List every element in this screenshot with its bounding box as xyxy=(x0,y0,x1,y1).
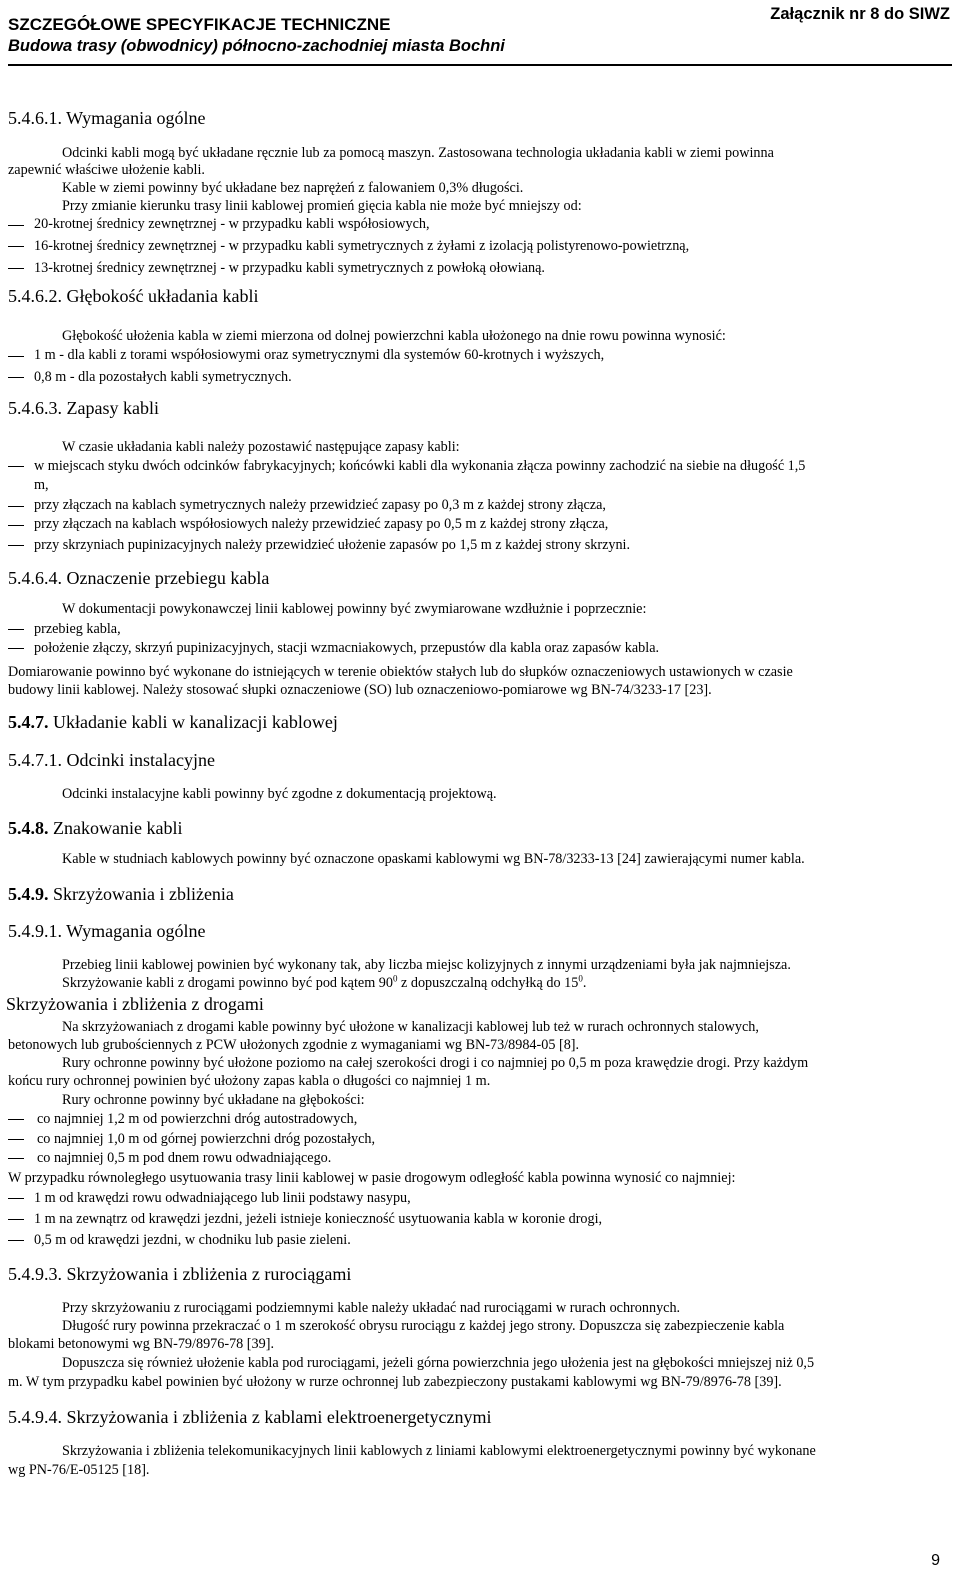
page-header xyxy=(0,0,960,66)
attachment-label: Załącznik nr 8 do SIWZ xyxy=(770,5,950,23)
heading-5-4-6-4: 5.4.6.4. Oznaczenie przebiegu kabla xyxy=(8,568,270,588)
dash-bullet xyxy=(8,525,24,526)
paragraph-line: budowy linii kablowej. Należy stosować słupki oznaczeniowe (SO) lub oznaczeniowo-pomiarowe wg BN-74/3233-17 [23]. xyxy=(8,682,712,698)
paragraph-line: wg PN-76/E-05125 [18]. xyxy=(8,1462,150,1478)
list-item: 13-krotnej średnicy zewnętrznej - w przypadku kabli symetrycznych z powłoką ołowianą. xyxy=(34,260,545,276)
paragraph-line: Odcinki instalacyjne kabli powinny być zgodne z dokumentacją projektową. xyxy=(62,786,497,802)
heading-5-4-6-3: 5.4.6.3. Zapasy kabli xyxy=(8,398,159,418)
list-item: przy złączach na kablach współosiowych należy przewidzieć zapasy po 0,5 m z każdej strony złącza, xyxy=(34,516,609,532)
list-item-continuation: m, xyxy=(34,477,49,493)
paragraph-line: Dopuszcza się również ułożenie kabla pod rurociągami, jeżeli górna powierzchnia jego ułożenia jest na głębokości mniejszej niż 0,5 xyxy=(62,1355,815,1371)
document-title: SZCZEGÓŁOWE SPECYFIKACJE TECHNICZNE xyxy=(8,15,391,34)
list-item: 1 m - dla kabli z torami współosiowymi oraz symetrycznymi dla systemów 60-krotnych i wyższych, xyxy=(34,347,605,363)
paragraph-line: Na skrzyżowaniach z drogami kable powinny być ułożone w kanalizacji kablowej lub też w rurach ochronnych stalowych, xyxy=(62,1019,759,1035)
paragraph-line: W czasie układania kabli należy pozostawić następujące zapasy kabli: xyxy=(62,439,460,455)
document-subtitle: Budowa trasy (obwodnicy) północno-zachodniej miasta Bochni xyxy=(8,37,505,55)
list-item: 20-krotnej średnicy zewnętrznej - w przypadku kabli współosiowych, xyxy=(34,216,430,232)
paragraph-line: m. W tym przypadku kabel powinien być ułożony w rurze ochronnej lub zabezpieczony pustakami kablowymi wg BN-79/8976-78 [39]. xyxy=(8,1374,782,1390)
section-title: Skrzyżowania i zbliżenia xyxy=(53,884,234,904)
heading-5-4-9-4: 5.4.9.4. Skrzyżowania i zbliżenia z kablami elektroenergetycznymi xyxy=(8,1407,492,1427)
dash-bullet xyxy=(8,545,24,546)
paragraph-line: Przy skrzyżowaniu z rurociągami podziemnymi kable należy układać nad rurociągami w rurach ochronnych. xyxy=(62,1300,681,1316)
paragraph-line: zapewnić właściwe ułożenie kabli. xyxy=(8,162,205,178)
dash-bullet xyxy=(8,246,24,247)
heading-5-4-6-1: 5.4.6.1. Wymagania ogólne xyxy=(8,108,206,128)
heading-5-4-9 xyxy=(8,884,234,905)
paragraph-line: W dokumentacji powykonawczej linii kablowej powinny być zwymiarowane wzdłużnie i poprzecznie: xyxy=(62,601,647,617)
list-item: co najmniej 1,2 m od powierzchni dróg autostradowych, xyxy=(37,1111,358,1127)
paragraph-line: Rury ochronne powinny być ułożone poziomo na całej szerokości drogi i co najmniej po 0,5 m poza krawędzie drogi. Przy każdym xyxy=(62,1055,809,1071)
paragraph-line: Głębokość ułożenia kabla w ziemi mierzona od dolnej powierzchni kabla ułożonego na dnie rowu powinna wynosić: xyxy=(62,328,726,344)
dash-bullet xyxy=(8,1219,24,1220)
heading-5-4-9-1: 5.4.9.1. Wymagania ogólne xyxy=(8,921,206,941)
heading-5-4-6-2: 5.4.6.2. Głębokość układania kabli xyxy=(8,286,259,306)
paragraph-line: Skrzyżowanie kabli z drogami powinno być pod kątem $90^0$ z dopuszczalną odchyłką do $15^0$. xyxy=(62,973,587,991)
list-item: 1 m od krawędzi rowu odwadniającego lub linii podstawy nasypu, xyxy=(34,1190,411,1206)
section-number: 5.4.7. xyxy=(8,712,49,732)
list-item: 16-krotnej średnicy zewnętrznej - w przypadku kabli symetrycznych z żyłami z izolacją polistyrenowo-powietrzną, xyxy=(34,238,690,254)
paragraph-line: betonowych lub grubościennych z PCW ułożonych zgodnie z wymaganiami wg BN-73/8984-05 [8]. xyxy=(8,1037,580,1053)
section-number: 5.4.9. xyxy=(8,884,49,904)
dash-bullet xyxy=(8,1119,24,1120)
dash-bullet xyxy=(8,629,24,630)
dash-bullet xyxy=(8,356,24,357)
dash-bullet xyxy=(8,1139,24,1140)
list-item: położenie złączy, skrzyń pupinizacyjnych, stacji wzmacniakowych, przepustów dla kabla oraz zapasów kabla. xyxy=(34,640,660,656)
dash-bullet xyxy=(8,377,24,378)
heading-5-4-8 xyxy=(8,818,182,839)
heading-5-4-9-3: 5.4.9.3. Skrzyżowania i zbliżenia z rurociągami xyxy=(8,1264,352,1284)
heading-crossings-roads: Skrzyżowania i zbliżenia z drogami xyxy=(6,994,264,1014)
paragraph-line: blokami betonowymi wg BN-79/8976-78 [39]. xyxy=(8,1336,274,1352)
paragraph-line: Kable w studniach kablowych powinny być oznaczone opaskami kablowymi wg BN-78/3233-13 [24] zawierającymi numer kabla. xyxy=(62,851,805,867)
section-number: 5.4.8. xyxy=(8,818,49,838)
list-item: 1 m na zewnątrz od krawędzi jezdni, jeżeli istnieje konieczność usytuowania kabla w koronie drogi, xyxy=(34,1211,603,1227)
heading-5-4-7-1: 5.4.7.1. Odcinki instalacyjne xyxy=(8,750,215,770)
header-divider xyxy=(8,64,952,66)
dash-bullet xyxy=(8,1240,24,1241)
list-item: przebieg kabla, xyxy=(34,621,121,637)
paragraph-line: Skrzyżowania i zbliżenia telekomunikacyjnych linii kablowych z liniami kablowymi elektroenergetycznymi powinny być wykonane xyxy=(62,1443,816,1459)
heading-5-4-7 xyxy=(8,712,338,733)
dash-bullet xyxy=(8,648,24,649)
list-item: 0,8 m - dla pozostałych kabli symetrycznych. xyxy=(34,369,292,385)
paragraph-line: Kable w ziemi powinny być układane bez naprężeń z falowaniem 0,3% długości. xyxy=(62,180,524,196)
dash-bullet xyxy=(8,466,24,467)
paragraph-line: W przypadku równoległego usytuowania trasy linii kablowej w pasie drogowym odległość kabla powinna wynosić co najmniej: xyxy=(8,1170,736,1186)
paragraph-line: Przy zmianie kierunku trasy linii kablowej promień gięcia kabla nie może być mniejszy od: xyxy=(62,198,582,214)
paragraph-line: końcu rury ochronnej powinien być ułożony zapas kabla o długości co najmniej 1 m. xyxy=(8,1073,491,1089)
dash-bullet xyxy=(8,1198,24,1199)
list-item: przy skrzyniach pupinizacyjnych należy przewidzieć ułożenie zapasów po 1,5 m z każdej strony skrzyni. xyxy=(34,537,631,553)
dash-bullet xyxy=(8,1158,24,1159)
list-item: w miejscach styku dwóch odcinków fabrykacyjnych; końcówki kabli dla wykonania złącza powinny zachodzić na siebie na długość 1,5 xyxy=(34,458,806,474)
page-number: 9 xyxy=(931,1552,940,1569)
list-item: co najmniej 0,5 m pod dnem rowu odwadniającego. xyxy=(37,1150,332,1166)
paragraph-line: Domiarowanie powinno być wykonane do istniejących w terenie obiektów stałych lub do słupków oznaczeniowych ustawionych w czasie xyxy=(8,664,793,680)
dash-bullet xyxy=(8,225,24,226)
section-title: Znakowanie kabli xyxy=(53,818,183,838)
paragraph-line: Odcinki kabli mogą być układane ręcznie lub za pomocą maszyn. Zastosowana technologia układania kabli w ziemi powinna xyxy=(62,145,774,161)
list-item: co najmniej 1,0 m od górnej powierzchni dróg pozostałych, xyxy=(37,1131,376,1147)
list-item: 0,5 m od krawędzi jezdni, w chodniku lub pasie zieleni. xyxy=(34,1232,351,1248)
paragraph-line: Rury ochronne powinny być układane na głębokości: xyxy=(62,1092,365,1108)
paragraph-line: Długość rury powinna przekraczać o 1 m szerokość obrysu rurociągu z każdej jego strony. Dopuszcza się zabezpieczenie kabla xyxy=(62,1318,785,1334)
paragraph-line: Przebieg linii kablowej powinien być wykonany tak, aby liczba miejsc kolizyjnych z innymi urządzeniami była jak najmniejsza. xyxy=(62,957,791,973)
section-title: Układanie kabli w kanalizacji kablowej xyxy=(53,712,338,732)
dash-bullet xyxy=(8,506,24,507)
dash-bullet xyxy=(8,268,24,269)
list-item: przy złączach na kablach symetrycznych należy przewidzieć zapasy po 0,3 m z każdej strony złącza, xyxy=(34,497,606,513)
